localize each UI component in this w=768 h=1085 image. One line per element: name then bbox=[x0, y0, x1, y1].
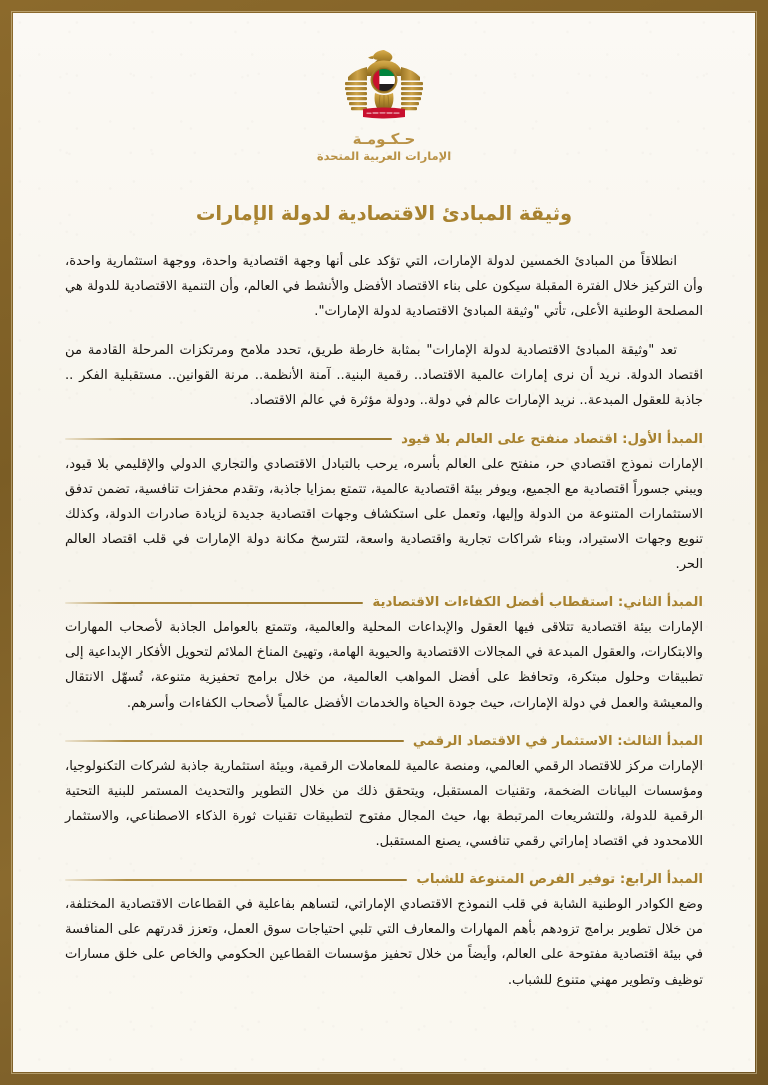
principle-title: المبدأ الرابع: توفير الفرص المتنوعة للشباب bbox=[416, 872, 703, 888]
government-wordmark-line1: حـكـومـة bbox=[352, 130, 416, 148]
government-wordmark-line2: الإمارات العربية المتحدة bbox=[316, 149, 452, 163]
document-paper bbox=[13, 13, 755, 1072]
heading-rule-line bbox=[65, 740, 404, 742]
principle-heading bbox=[65, 432, 703, 447]
principle-title: المبدأ الأول: اقتصاد منفتح على العالم بلا قيود bbox=[401, 431, 703, 447]
principle-body: الإمارات بيئة اقتصادية تتلاقى فيها العقول والإبداعات المحلية والعالمية، وتتمتع بالعوامل الجاذبة لأصحاب المهارات والابتكارات، والعقول المبدعة في المجالات الاقتصادية والحيوية الهامة، وتهيئ المناخ الملائم لتحويل الأفكار الإبداعية إلى تطبيقات وحلول مبتكرة، وتحافظ على أفضل المواهب العالمية، من خلال برامج تحفيزية متنوعة، تُسهّل الانتقال والمعيشة والعمل في دولة الإمارات، حيث جودة الحياة والخدمات الأفضل عالمياً لأصحاب الكفاءات وأسرهم. bbox=[65, 620, 703, 711]
principle-heading bbox=[65, 734, 703, 749]
page-title: وثيقة المبادئ الاقتصادية لدولة الإمارات bbox=[195, 201, 573, 225]
principle-title: المبدأ الثاني: استقطاب أفضل الكفاءات الاقتصادية bbox=[372, 595, 703, 611]
heading-rule-line bbox=[65, 879, 407, 881]
intro-paragraph: انطلاقاً من المبادئ الخمسين لدولة الإمارات، التي تؤكد على أنها وجهة اقتصادية واحدة، ووجهة استثمارية واحدة، وأن التركيز خلال الفترة المقبلة سيكون على بناء الاقتصاد الأفضل والأنشط في العالم، وأن التنمية الاقتصادية للدولة هي المصلحة الوطنية الأعلى، تأتي "وثيقة المبادئ الاقتصادية لدولة الإمارات". bbox=[65, 253, 703, 320]
uae-federal-emblem-falcon-icon bbox=[341, 47, 427, 123]
principle-section bbox=[65, 432, 703, 578]
principle-body: الإمارات مركز للاقتصاد الرقمي العالمي، ومنصة عالمية للمعاملات الرقمية، وبيئة استثمارية جاذبة لشركات التكنولوجيا، ومؤسسات البيانات الضخمة، وتقنيات المستقبل، ويتحقق ذلك من خلال التطوير والتحديث المستمر للبنية التحتية الرقمية للدولة، وللتشريعات المرتبطة بها، حيث المجال مفتوح لتطبيقات تقنيات ثورة الذكاء الاصطناعي، والاستثمار اللامحدود في اقتصاد إماراتي رقمي تنافسي، يصنع المستقبل. bbox=[65, 758, 703, 850]
document-header bbox=[65, 47, 703, 164]
principle-body: الإمارات نموذج اقتصادي حر، منفتح على العالم بأسره، يرحب بالتبادل الاقتصادي والتجاري الدولي والإقليمي بلا قيود، ويبني جسوراً اقتصادية مع الجميع، ويوفر بيئة اقتصادية عالمية، تتمتع بمزايا جاذبة، وتقدم محفزات تنافسية، تضمن تدفق الاستثمارات المتنوعة من الدولة وإليها، وتعمل على استكشاف وجهات اقتصادية جديدة لزيادة صادرات الدولة، وكذلك تنويع وجهات الاستيراد، وبناء شراكات تجارية واقتصادية واسعة، لتترسخ مكانة دولة الإمارات في قلب اقتصاد العالم الحر. bbox=[65, 456, 703, 573]
intro-paragraph: تعد "وثيقة المبادئ الاقتصادية لدولة الإمارات" بمثابة خارطة طريق، تحدد ملامح ومرتكزات المرحلة القادمة من اقتصاد الدولة. نريد أن نرى إمارات عالمية الاقتصاد.. رقمية البنية.. آمنة الأنظمة.. مرنة القوانين.. مستقبلية الفكر .. جاذبة للعقول المبدعة.. نريد الإمارات عالم في دولة.. ودولة مؤثرة في عالم الاقتصاد. bbox=[65, 343, 703, 409]
principle-section bbox=[65, 872, 703, 993]
principle-title: المبدأ الثالث: الاستثمار في الاقتصاد الرقمي bbox=[412, 733, 703, 749]
principle-section bbox=[65, 734, 703, 855]
principle-section bbox=[65, 595, 703, 716]
principle-body: وضع الكوادر الوطنية الشابة في قلب النموذج الاقتصادي الإماراتي، لتساهم بفاعلية في القطاعات الاقتصادية المختلفة، من خلال تطوير برامج تزودهم بأهم المهارات والمعارف التي تلبي احتياجات سوق العمل، وتعزز قدرتهم على المنافسة في بيئة اقتصادية مفتوحة على العالم، وأيضاً من خلال تحفيز مؤسسات القطاعين الحكومي والخاص على خلق مسارات توظيف وتطوير مهني متنوع للشباب. bbox=[65, 897, 703, 988]
heading-rule-line bbox=[65, 602, 363, 604]
heading-rule-line bbox=[65, 438, 392, 440]
principle-heading bbox=[65, 872, 703, 887]
principle-heading bbox=[65, 595, 703, 610]
